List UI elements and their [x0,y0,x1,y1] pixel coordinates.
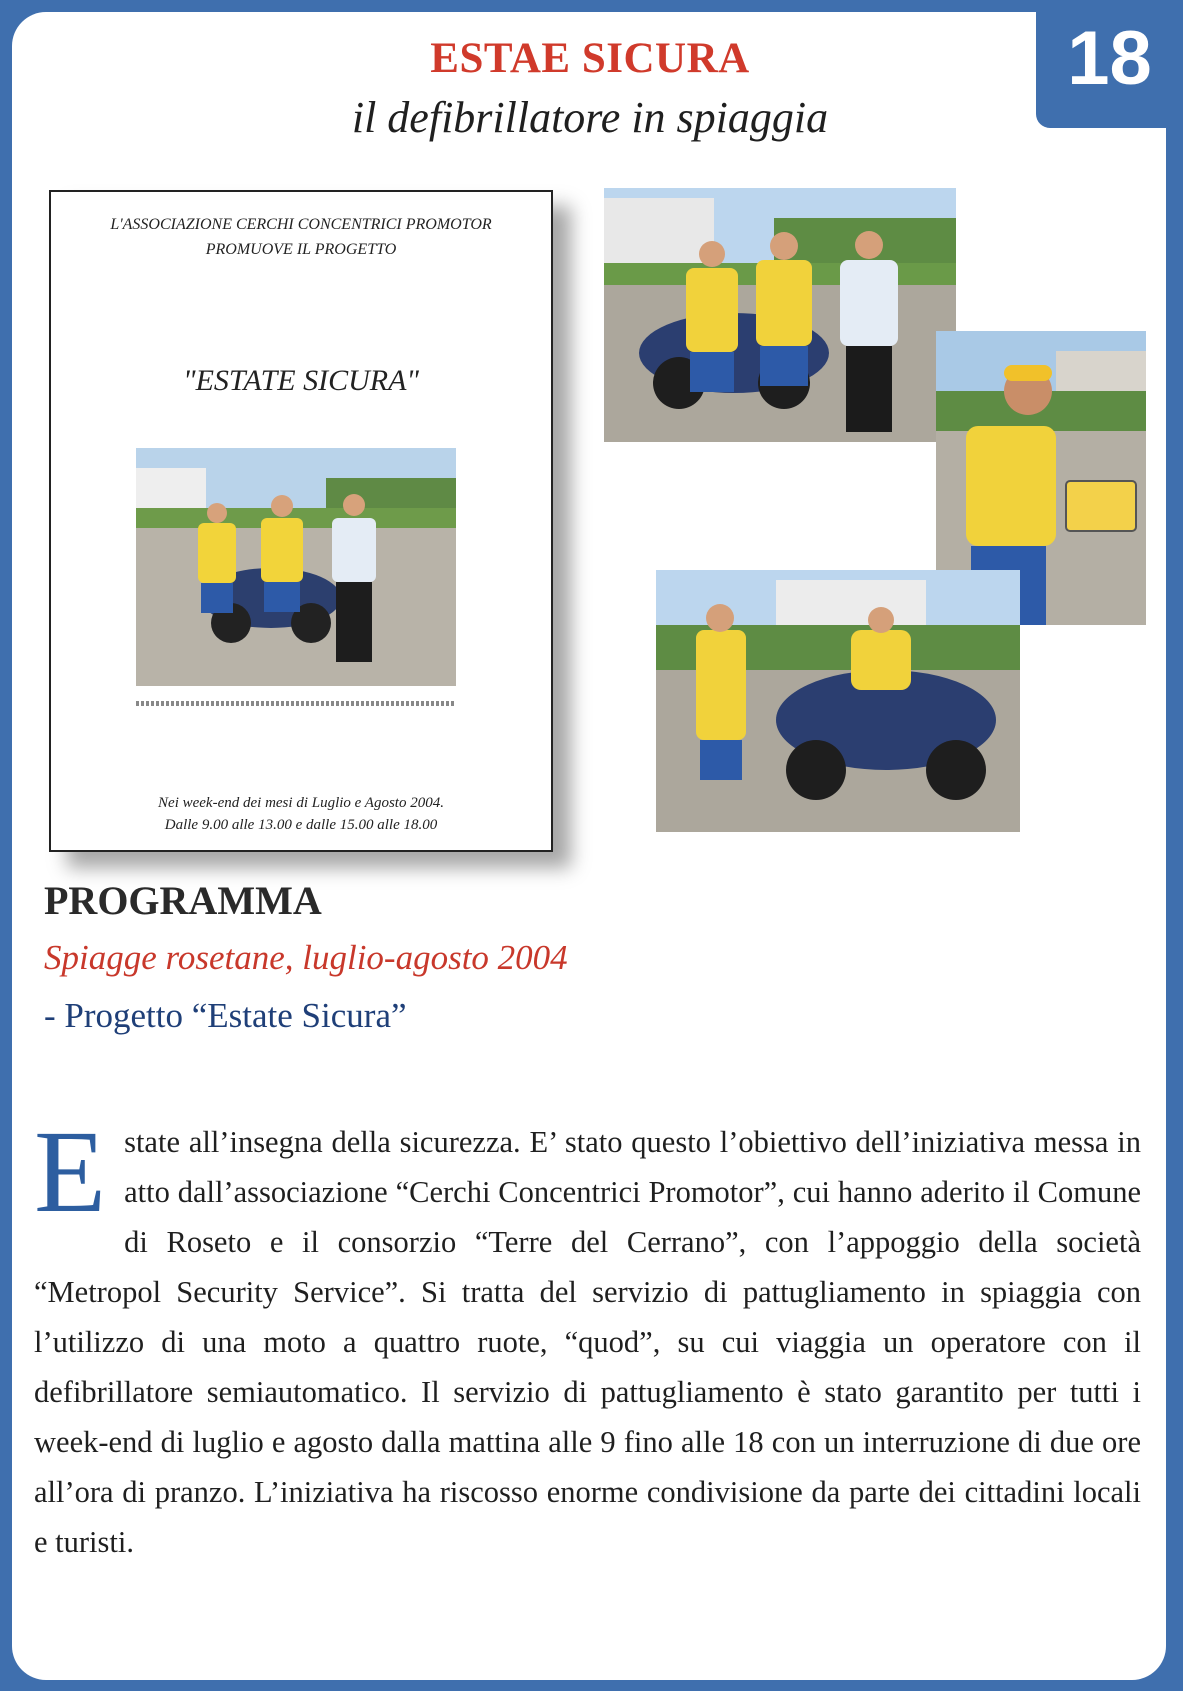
poster-schedule-hours: Dalle 9.00 alle 13.00 e dalle 15.00 alle 18.00 [164,817,438,833]
article-body [34,1106,1141,1567]
poster-schedule [51,792,551,836]
photo-team-with-quad [604,188,956,442]
program-item: - Progetto “Estate Sicura” [44,996,407,1035]
article-subtitle: il defibrillatore in spiaggia [351,93,829,142]
article-text: state all’insegna della sicurezza. E’ stato questo l’obiettivo dell’iniziativa messa in atto dall’associazione “Cerchi Concentrici Promotor”, cui hanno aderito il Comune di Roseto e il consorzio “Terre del Cerrano”, con l’appoggio della società “Metropol Security Service”. Si tratta del servizio di pattugliamento in spiaggia con l’utilizzo di una moto a quattro ruote, “quod”, su cui viaggia un operatore con il defibrillatore semiautomatico. Il servizio di pattugliamento è stato garantito per tutti i week-end di luglio e agosto dalla mattina alle 9 fino alle 18 con un interruzione di due ore all’ora di pranzo. L’iniziativa ha riscosso enorme condivisione da parte dei cittadini locali e turisti. [34,1125,1141,1559]
poster-title: "ESTATE SICURA" [182,364,419,397]
page-number: 18 [1036,0,1183,128]
drop-cap: E [34,1106,107,1237]
poster-photo [136,448,456,686]
poster-association-line: L'ASSOCIAZIONE CERCHI CONCENTRICI PROMOTOR [110,216,492,233]
program-subheading: Spiagge rosetane, luglio-agosto 2004 [44,938,568,977]
article-title: ESTAE SICURA [430,35,750,82]
project-poster [49,190,553,852]
photo-quad-patrol [656,570,1020,832]
program-heading: PROGRAMMA [44,878,322,923]
poster-header [51,212,551,262]
poster-photo-caption [136,701,456,706]
poster-promotes-line: PROMUOVE IL PROGETTO [205,241,397,258]
poster-schedule-months: Nei week-end dei mesi di Luglio e Agosto 2004. [158,795,444,811]
